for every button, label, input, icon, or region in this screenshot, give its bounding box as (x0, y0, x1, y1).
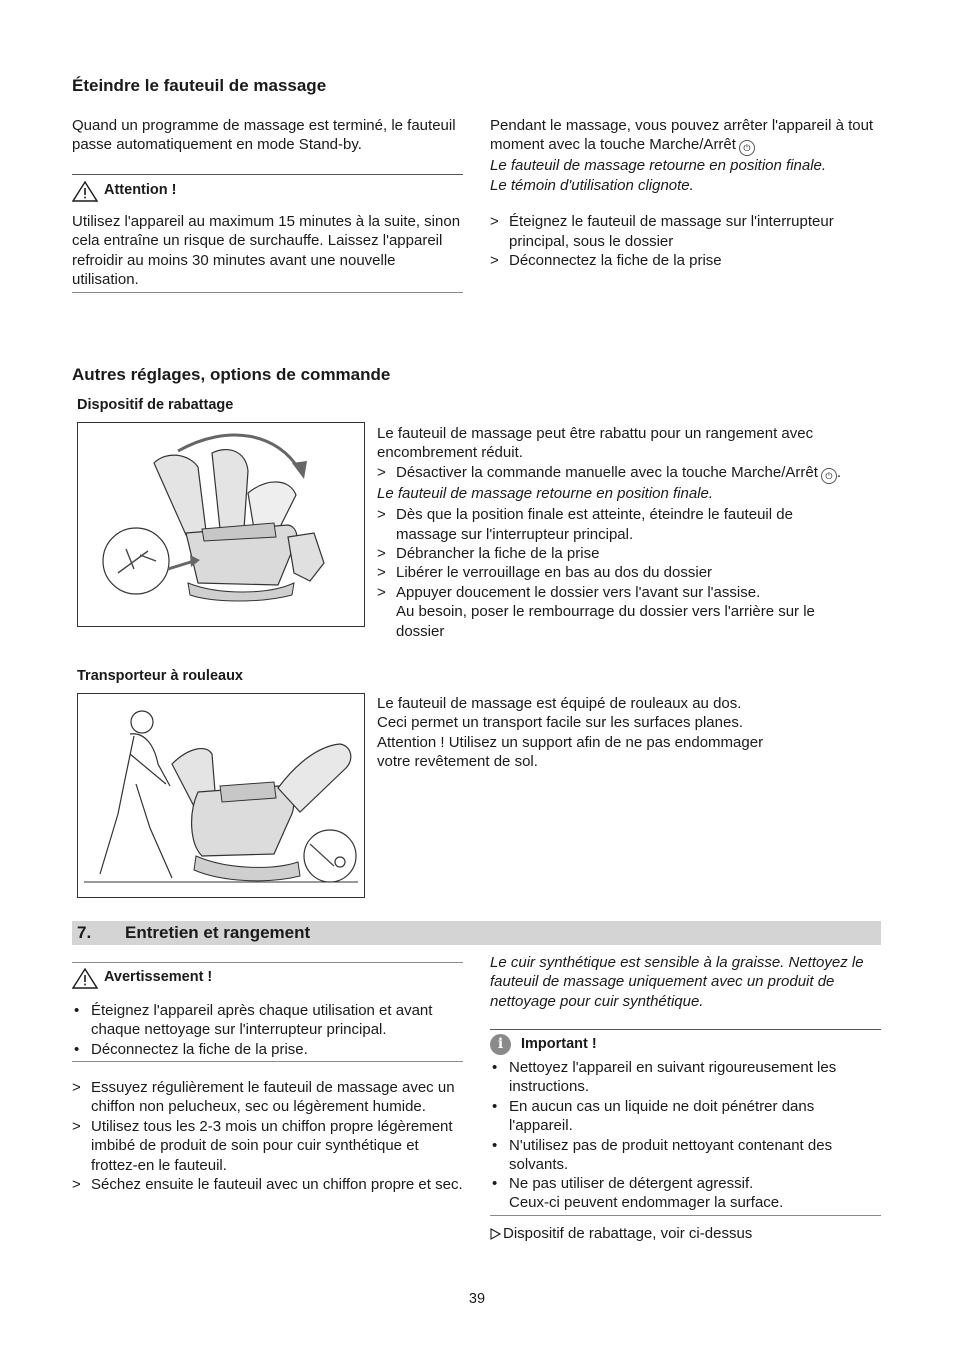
rollers-text (377, 694, 857, 772)
switch-off-intro: Quand un programme de massage est terminé, le fauteuil passe automatiquement en mode Stand-by. (72, 117, 456, 154)
important-bullets (490, 1058, 882, 1194)
folding-subtitle: Dispositif de rabattage (77, 397, 234, 413)
triangle-pointer-icon (490, 1228, 501, 1240)
cross-reference (490, 1224, 752, 1243)
rollers-subtitle: Transporteur à rouleaux (77, 668, 243, 684)
folding-chair-illustration (78, 423, 364, 626)
attention-text: Utilisez l'appareil au maximum 15 minutes à la suite, sinon cela entraîne un risque de surchauffe. Laissez l'appareil refroidir au moins 30 minutes avant une nouvelle utilisation. (72, 213, 461, 289)
list-item: > Libérer le verrouillage en bas au dos du dossier (377, 563, 857, 582)
list-item: • Déconnectez la fiche de la prise. (72, 1040, 464, 1059)
divider (490, 1029, 881, 1030)
info-icon: i (490, 1034, 511, 1055)
important-last-note: Ceux-ci peuvent endommager la surface. (509, 1194, 784, 1211)
switch-off-right-intro: Pendant le massage, vous pouvez arrêter l'appareil à tout moment avec la touche Marche/Arrêt (490, 117, 874, 154)
folding-italic: Le fauteuil de massage retourne en position finale. (377, 484, 714, 502)
folding-steps-2 (377, 505, 857, 602)
divider (72, 962, 463, 963)
attention-label: Attention ! (104, 182, 177, 199)
list-item: • Nettoyez l'appareil en suivant rigoureusement les instructions. (490, 1058, 882, 1097)
list-item: > Dès que la position finale est atteinte, éteindre le fauteuil de massage sur l'interrupteur principal. (377, 505, 857, 544)
list-item: > Débrancher la fiche de la prise (377, 544, 857, 563)
rollers-line: Ceci permet un transport facile sur les surfaces planes. (377, 714, 743, 732)
list-item: > Déconnectez la fiche de la prise (490, 251, 882, 270)
warning-icon (72, 180, 98, 202)
list-item: > Essuyez régulièrement le fauteuil de massage avec un chiffon non pelucheux, sec ou légèrement humide. (72, 1078, 464, 1117)
list-item: > Éteignez le fauteuil de massage sur l'interrupteur principal, sous le dossier (490, 212, 882, 251)
rollers-line: votre revêtement de sol. (377, 753, 538, 771)
list-item (377, 463, 857, 484)
switch-off-steps (490, 212, 882, 270)
folding-steps-1 (377, 463, 857, 484)
section-number: 7. (77, 923, 92, 943)
rollers-chair-illustration (78, 694, 364, 897)
cross-reference-text: Dispositif de rabattage, voir ci-dessus (503, 1225, 753, 1242)
folding-step-1-text: Désactiver la commande manuelle avec la touche Marche/Arrêt (396, 463, 818, 481)
list-item: • Éteignez l'appareil après chaque utilisation et avant chaque nettoyage sur l'interrupteur principal. (72, 1001, 464, 1040)
folding-figure (77, 422, 365, 627)
list-item: • N'utilisez pas de produit nettoyant contenant des solvants. (490, 1136, 882, 1175)
rollers-figure (77, 693, 365, 898)
section-title-other-settings: Autres réglages, options de commande (72, 365, 391, 384)
maintenance-steps (72, 1078, 464, 1194)
list-item: • Ne pas utiliser de détergent agressif. (490, 1174, 882, 1193)
section-title-switch-off: Éteindre le fauteuil de massage (72, 76, 327, 95)
warning-icon (72, 967, 98, 989)
rollers-line: Le fauteuil de massage est équipé de rouleaux au dos. (377, 695, 742, 712)
power-icon: ⏻ (821, 468, 837, 484)
list-item: > Séchez ensuite le fauteuil avec un chiffon propre et sec. (72, 1175, 464, 1194)
divider (72, 292, 463, 293)
attention-heading (72, 180, 176, 202)
rollers-line: Attention ! Utilisez un support afin de ne pas endommager (377, 733, 764, 751)
list-item: > Utilisez tous les 2-3 mois un chiffon propre légèrement imbibé de produit de soin pour cuir synthétique et frottez-en le fauteuil. (72, 1117, 464, 1175)
switch-off-italic-2: Le témoin d'utilisation clignote. (490, 176, 694, 194)
folding-text-column (377, 424, 857, 641)
section-7-header (72, 921, 881, 945)
switch-off-italic-1: Le fauteuil de massage retourne en position finale. (490, 157, 827, 175)
divider (490, 1215, 881, 1216)
section-title-maintenance: Entretien et rangement (125, 923, 311, 943)
folding-intro: Le fauteuil de massage peut être rabattu pour un rangement avec encombrement réduit. (377, 425, 814, 462)
important-label: Important ! (521, 1035, 597, 1052)
power-icon: ⏻ (739, 140, 755, 156)
switch-off-right-column (490, 116, 882, 270)
divider (72, 174, 463, 175)
warning-bullets (72, 1001, 464, 1059)
warning-label: Avertissement ! (104, 969, 213, 986)
divider (72, 1061, 463, 1062)
warning-heading (72, 967, 212, 989)
important-heading (490, 1034, 597, 1055)
folding-note: Au besoin, poser le rembourrage du dossier vers l'arrière sur le dossier (396, 603, 815, 640)
list-item: • En aucun cas un liquide ne doit pénétrer dans l'appareil. (490, 1097, 882, 1136)
page-number: 39 (468, 1291, 486, 1307)
leather-note: Le cuir synthétique est sensible à la graisse. Nettoyez le fauteuil de massage uniquement avec un produit de nettoyage pour cuir synthétique. (490, 954, 864, 1010)
list-item: > Appuyer doucement le dossier vers l'avant sur l'assise. (377, 583, 857, 602)
folding-step-1-end: . (836, 463, 842, 481)
